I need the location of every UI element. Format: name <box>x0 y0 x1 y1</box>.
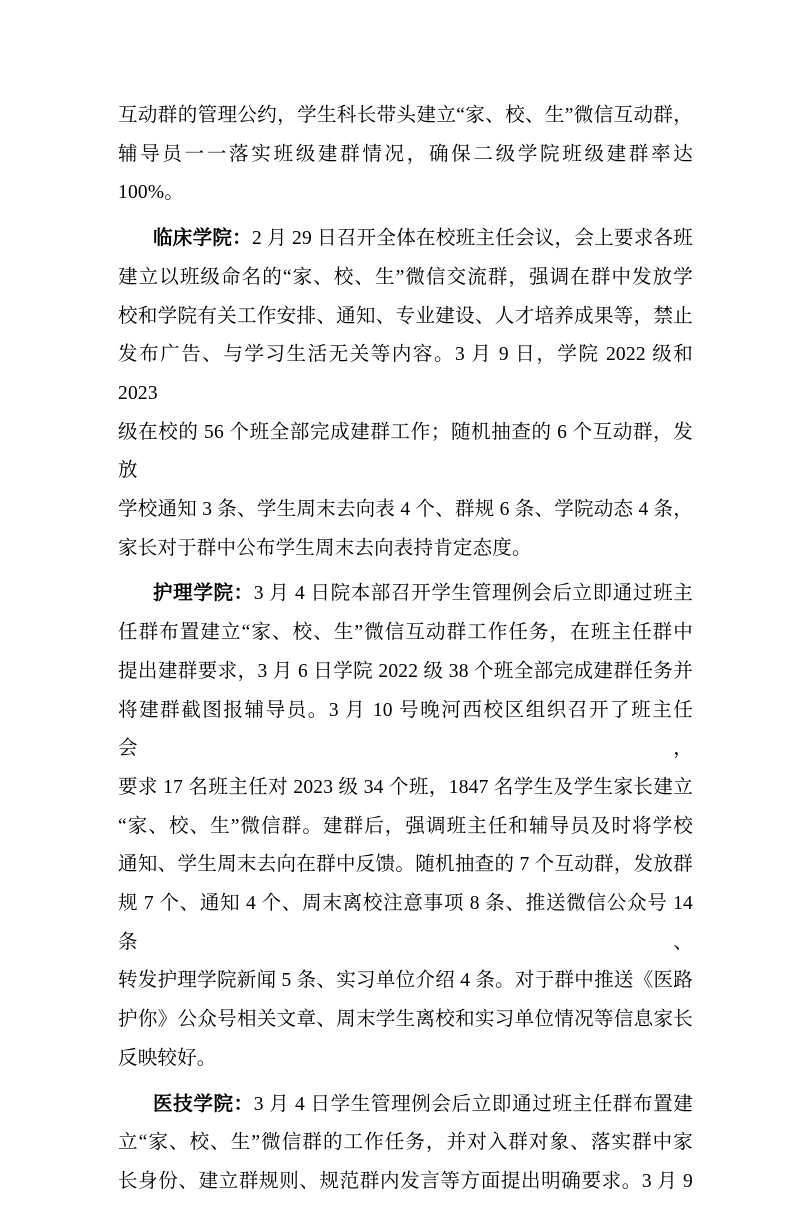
text-line <box>118 653 693 692</box>
text-line <box>118 808 693 847</box>
college-heading: 临床学院： <box>153 227 252 250</box>
text-line <box>118 336 693 413</box>
text-line <box>118 259 693 298</box>
text-run: 长身份、建立群规则、规范群内发言等方面提出明确要求。3 月 9 <box>118 1170 693 1192</box>
text-run: 家长对于群中公布学生周末去向表持肯定态度。 <box>118 537 532 559</box>
text-line <box>118 885 693 962</box>
paragraph-yiji-xueyuan <box>118 1085 693 1202</box>
text-run: 校和学院有关工作安排、通知、专业建设、人才培养成果等，禁止 <box>118 305 693 327</box>
text-run: 互动群的管理公约，学生科长带头建立“家、校、生”微信互动群， <box>118 105 693 126</box>
text-run: 将建群截图报辅导员。3 月 10 号晚河西校区组织召开了班主任会， <box>118 699 693 760</box>
text-line <box>118 1124 693 1163</box>
text-line <box>118 1163 693 1202</box>
text-line <box>118 692 693 769</box>
document-body <box>118 97 693 1208</box>
text-run: 反映较好。 <box>118 1047 217 1069</box>
text-line <box>118 97 693 136</box>
text-line <box>118 962 693 1001</box>
text-run: 任群布置建立“家、校、生”微信互动群工作任务，在班主任群中 <box>118 622 693 644</box>
text-line <box>118 574 693 614</box>
text-run: 通知、学生周末去向在群中反馈。随机抽查的 7 个互动群，发放群 <box>118 854 693 876</box>
text-line <box>118 530 693 569</box>
text-line <box>118 219 693 259</box>
text-run: 级在校的 56 个班全部完成建群工作；随机抽查的 6 个互动群，发放 <box>118 421 693 482</box>
text-line <box>118 769 693 808</box>
text-line <box>118 1040 693 1079</box>
text-line <box>118 136 693 213</box>
text-line <box>118 491 693 530</box>
text-line <box>118 614 693 653</box>
text-line <box>118 414 693 491</box>
text-run: 学校通知 3 条、学生周末去向表 4 个、群规 6 条、学院动态 4 条， <box>118 499 693 521</box>
text-line <box>118 846 693 885</box>
text-run: 规 7 个、通知 4 个、周末离校注意事项 8 条、推送微信公众号 14 条、 <box>118 893 693 953</box>
text-line <box>118 298 693 337</box>
text-run: 辅导员一一落实班级建群情况，确保二级学院班级建群率达 100%。 <box>118 143 693 204</box>
paragraph-intro-continuation <box>118 97 693 213</box>
college-heading: 医技学院： <box>153 1092 254 1115</box>
text-run: 发布广告、与学习生活无关等内容。3 月 9 日，学院 2022 级和 2023 <box>118 344 693 404</box>
text-run: 3 月 4 日院本部召开学生管理例会后立即通过班主 <box>253 583 693 605</box>
text-run: 提出建群要求，3 月 6 日学院 2022 级 38 个班全部完成建群任务并 <box>118 660 693 682</box>
text-run: 建立以班级命名的“家、校、生”微信交流群，强调在群中发放学 <box>118 266 693 288</box>
text-line <box>118 1001 693 1040</box>
paragraph-huli-xueyuan <box>118 574 693 1078</box>
text-run: 要求 17 名班主任对 2023 级 34 个班，1847 名学生及学生家长建立 <box>118 776 693 798</box>
text-run: 转发护理学院新闻 5 条、实习单位介绍 4 条。对于群中推送《医路 <box>118 970 693 992</box>
text-run: 立“家、校、生”微信群的工作任务，并对入群对象、落实群中家 <box>118 1132 693 1154</box>
text-run: 2 月 29 日召开全体在校班主任会议，会上要求各班 <box>251 228 693 250</box>
college-heading: 护理学院： <box>153 582 254 605</box>
text-run: 护你》公众号相关文章、周末学生离校和实习单位情况等信息家长 <box>118 1009 693 1031</box>
text-run: 3 月 4 日学生管理例会后立即通过班主任群布置建 <box>253 1093 693 1115</box>
paragraph-linchuang-xueyuan <box>118 219 693 568</box>
text-line <box>118 1085 693 1125</box>
text-run: “家、校、生”微信群。建群后，强调班主任和辅导员及时将学校 <box>118 815 693 837</box>
